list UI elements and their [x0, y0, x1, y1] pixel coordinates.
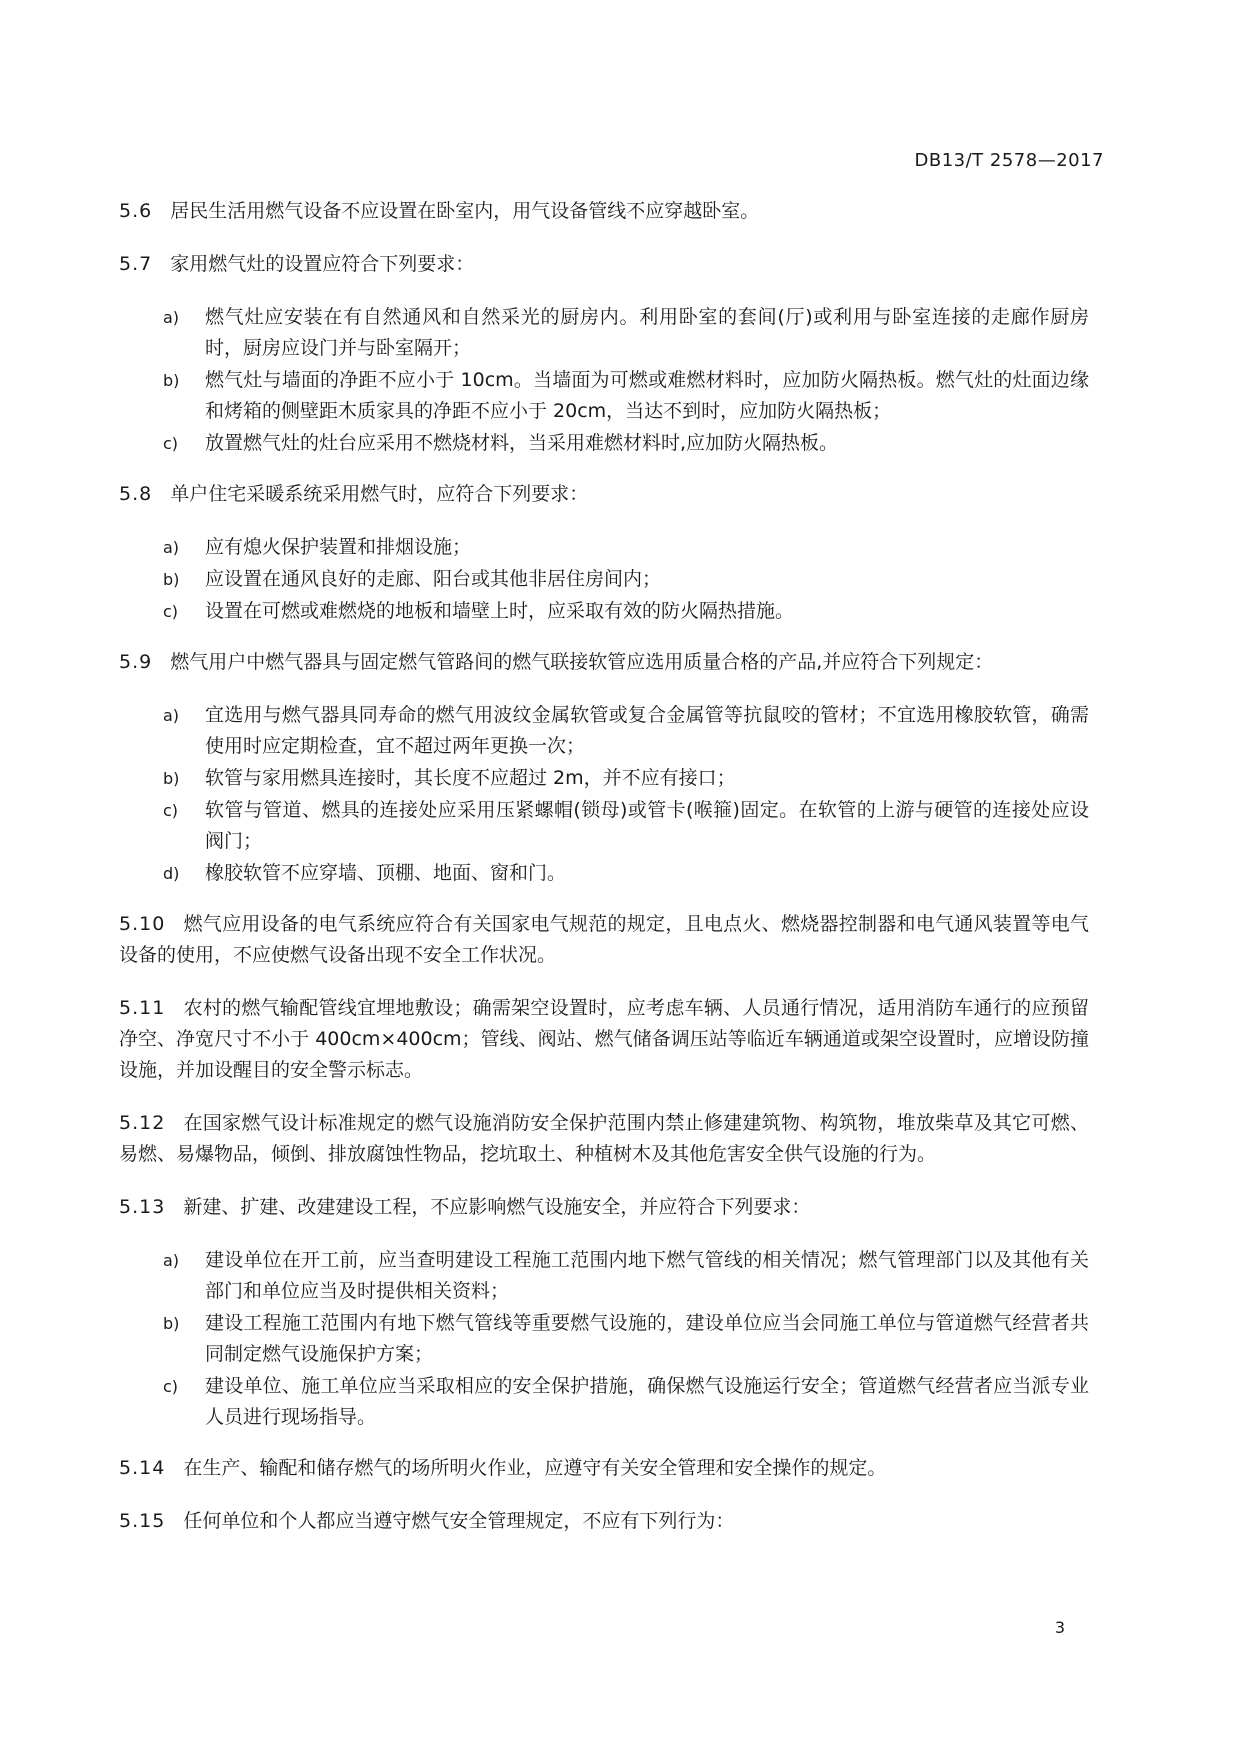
list-item-label: b): [163, 570, 180, 589]
list-item: [163, 1308, 1089, 1370]
document-code: DB13/T 2578—2017: [914, 150, 1104, 171]
list-item: [163, 596, 1089, 627]
clause: [119, 647, 1089, 678]
list-item-label: a): [163, 538, 180, 557]
clause-number: 5.8: [119, 483, 153, 505]
list-item-label: d): [163, 864, 180, 883]
clause-number: 5.10: [119, 913, 166, 935]
clause-item-list: [163, 700, 1089, 889]
clause-text: 燃气应用设备的电气系统应符合有关国家电气规范的规定，且电点火、燃烧器控制器和电气通风装置等电气设备的使用，不应使燃气设备出现不安全工作状况。: [119, 913, 1089, 966]
clause-number: 5.7: [119, 253, 153, 275]
clause: [119, 1192, 1089, 1223]
clause-text: 在国家燃气设计标准规定的燃气设施消防安全保护范围内禁止修建建筑物、构筑物，堆放柴草及其它可燃、易燃、易爆物品，倾倒、排放腐蚀性物品，挖坑取土、种植树木及其他危害安全供气设施的行为。: [119, 1112, 1089, 1165]
clause-text: 任何单位和个人都应当遵守燃气安全管理规定，不应有下列行为：: [183, 1510, 735, 1532]
clause-item-list: [163, 1245, 1089, 1433]
clause-text: 居民生活用燃气设备不应设置在卧室内，用气设备管线不应穿越卧室。: [170, 200, 760, 222]
list-item-text: 建设单位、施工单位应当采取相应的安全保护措施，确保燃气设施运行安全；管道燃气经营者应当派专业人员进行现场指导。: [205, 1375, 1089, 1428]
clause: [119, 1108, 1089, 1170]
list-item: [163, 302, 1089, 364]
list-item-text: 燃气灶与墙面的净距不应小于 10cm。当墙面为可燃或难燃材料时，应加防火隔热板。燃气灶的灶面边缘和烤箱的侧壁距木质家具的净距不应小于 20cm，当达不到时，应加防火隔热板；: [205, 369, 1089, 422]
list-item-text: 宜选用与燃气器具同寿命的燃气用波纹金属软管或复合金属管等抗鼠咬的管材；不宜选用橡胶软管，确需使用时应定期检查，宜不超过两年更换一次；: [205, 704, 1089, 757]
clause-number: 5.14: [119, 1457, 166, 1479]
list-item-text: 设置在可燃或难燃烧的地板和墙壁上时，应采取有效的防火隔热措施。: [205, 600, 795, 622]
list-item-label: c): [163, 801, 179, 820]
clause-text: 燃气用户中燃气器具与固定燃气管路间的燃气联接软管应选用质量合格的产品,并应符合下列规定：: [170, 651, 994, 673]
clause-text: 在生产、输配和储存燃气的场所明火作业，应遵守有关安全管理和安全操作的规定。: [183, 1457, 887, 1479]
clause-item-list: [163, 302, 1089, 459]
list-item-label: a): [163, 706, 180, 725]
list-item: [163, 795, 1089, 857]
clause: [119, 479, 1089, 510]
clause-number: 5.12: [119, 1112, 166, 1134]
clause-item-list: [163, 532, 1089, 627]
clause: [119, 909, 1089, 971]
list-item-text: 应设置在通风良好的走廊、阳台或其他非居住房间内；: [205, 568, 662, 590]
list-item-label: a): [163, 1251, 180, 1270]
list-item: [163, 428, 1089, 459]
list-item-text: 放置燃气灶的灶台应采用不燃烧材料，当采用难燃材料时,应加防火隔热板。: [205, 432, 839, 454]
list-item: [163, 700, 1089, 762]
list-item: [163, 763, 1089, 794]
clause-text: 家用燃气灶的设置应符合下列要求：: [170, 253, 475, 275]
list-item-text: 建设单位在开工前，应当查明建设工程施工范围内地下燃气管线的相关情况；燃气管理部门以及其他有关部门和单位应当及时提供相关资料；: [205, 1249, 1089, 1302]
list-item: [163, 365, 1089, 427]
document-body: [119, 196, 1089, 1559]
clause: [119, 1453, 1089, 1484]
list-item-label: a): [163, 308, 180, 327]
clause-text: 新建、扩建、改建建设工程，不应影响燃气设施安全，并应符合下列要求：: [183, 1196, 811, 1218]
clause-number: 5.9: [119, 651, 153, 673]
list-item-text: 建设工程施工范围内有地下燃气管线等重要燃气设施的，建设单位应当会同施工单位与管道燃气经营者共同制定燃气设施保护方案；: [205, 1312, 1089, 1365]
clause: [119, 993, 1089, 1086]
list-item: [163, 1371, 1089, 1433]
list-item: [163, 1245, 1089, 1307]
clause: [119, 1506, 1089, 1537]
clause: [119, 249, 1089, 280]
list-item-label: b): [163, 769, 180, 788]
list-item: [163, 532, 1089, 563]
list-item-label: c): [163, 1377, 179, 1396]
clause: [119, 196, 1089, 227]
list-item-label: b): [163, 1314, 180, 1333]
clause-number: 5.13: [119, 1196, 166, 1218]
list-item-text: 软管与家用燃具连接时，其长度不应超过 2m，并不应有接口；: [205, 767, 736, 789]
list-item-label: b): [163, 371, 180, 390]
list-item-text: 橡胶软管不应穿墙、顶棚、地面、窗和门。: [205, 862, 567, 884]
list-item: [163, 858, 1089, 889]
clause-number: 5.15: [119, 1510, 166, 1532]
list-item-text: 燃气灶应安装在有自然通风和自然采光的厨房内。利用卧室的套间(厅)或利用与卧室连接的走廊作厨房时，厨房应设门并与卧室隔开；: [205, 306, 1089, 359]
clause-text: 农村的燃气输配管线宜埋地敷设；确需架空设置时，应考虑车辆、人员通行情况，适用消防车通行的应预留净空、净宽尺寸不小于 400cm×400cm；管线、阀站、燃气储备调压站等临近车辆通道或架空设置时，应增设防撞设施，并加设醒目的安全警示标志。: [119, 997, 1089, 1081]
clause-text: 单户住宅采暖系统采用燃气时，应符合下列要求：: [170, 483, 589, 505]
clause-number: 5.11: [119, 997, 166, 1019]
list-item-text: 软管与管道、燃具的连接处应采用压紧螺帽(锁母)或管卡(喉箍)固定。在软管的上游与硬管的连接处应设阀门；: [205, 799, 1089, 852]
page-number: 3: [1054, 1618, 1065, 1637]
clause-number: 5.6: [119, 200, 153, 222]
list-item-text: 应有熄火保护装置和排烟设施；: [205, 536, 472, 558]
list-item-label: c): [163, 434, 179, 453]
list-item-label: c): [163, 602, 179, 621]
list-item: [163, 564, 1089, 595]
